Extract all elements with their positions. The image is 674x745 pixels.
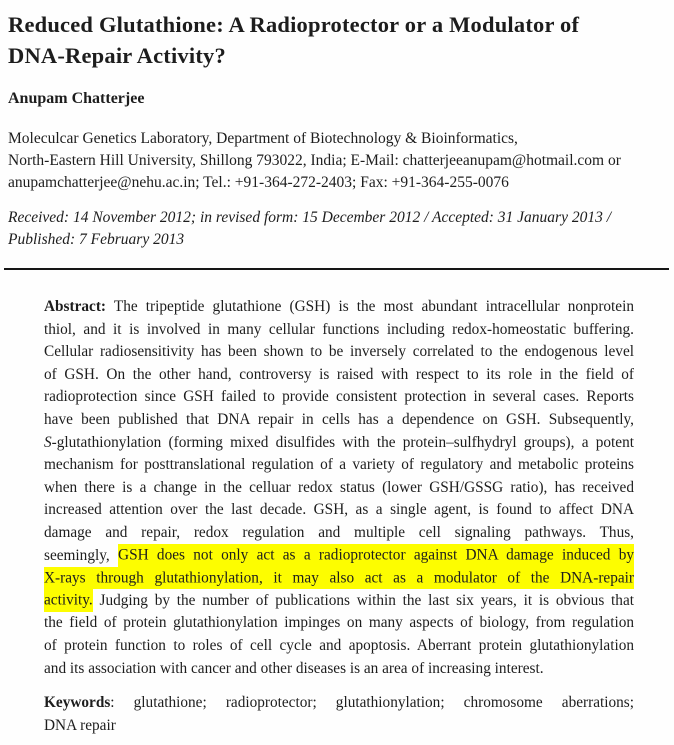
text-line — [44, 692, 634, 715]
text-line — [44, 432, 634, 455]
text-line — [44, 409, 634, 432]
text-line — [44, 635, 634, 658]
text-line: DNA-Repair Activity? — [8, 43, 226, 68]
text-line — [44, 499, 634, 522]
text-line — [44, 567, 634, 590]
text-line — [44, 319, 634, 342]
received-dates — [8, 207, 668, 252]
text-line: Published: 7 February 2013 — [8, 231, 185, 249]
text-segment: DNA repair — [44, 716, 116, 734]
separator-rule — [4, 268, 669, 270]
text-segment: the field of protein glutathionylation impinges on many aspects of biology, from regulation — [44, 614, 634, 632]
text-line — [44, 590, 634, 613]
text-segment: and its association with cancer and other diseases is an area of increasing interest. — [44, 659, 544, 677]
affiliation — [8, 128, 668, 193]
text-line — [44, 545, 634, 568]
text-line — [44, 612, 634, 635]
highlighted-text: GSH does not only act as a radioprotector against DNA damage induced by — [118, 544, 634, 567]
text-line: North-Eastern Hill University, Shillong 793022, India; E-Mail: chatterjeeanupam@hotmail.com or — [8, 151, 621, 169]
text-line — [44, 715, 634, 738]
text-line: Reduced Glutathione: A Radioprotector or a Modulator of — [8, 12, 580, 37]
text-segment: : glutathione; radioprotector; glutathionylation; chromosome aberrations; — [110, 694, 634, 711]
text-line — [44, 364, 634, 387]
abstract — [44, 296, 634, 680]
text-line — [44, 296, 634, 319]
text-line — [44, 341, 634, 364]
text-segment: -glutathionylation (forming mixed disulfides with the protein–sulfhydryl groups), a potent — [51, 433, 634, 451]
keywords — [44, 692, 634, 737]
text-line — [44, 386, 634, 409]
text-segment: of protein function to roles of cell cycle and apoptosis. Aberrant protein glutathionylation — [44, 636, 634, 654]
text-segment: Judging by the number of publications within the last six years, it is obvious that — [92, 591, 634, 609]
paper-title — [8, 9, 664, 71]
highlighted-text: activity. — [44, 589, 93, 612]
text-line — [44, 658, 634, 681]
text-segment: mechanism for posttranslational regulation of a variety of regulatory and metabolic proteins — [44, 456, 634, 474]
text-segment: thiol, and it is involved in many cellular functions including redox-homeostatic buffering. — [44, 320, 634, 338]
text-line — [44, 477, 634, 500]
italic-text: S — [44, 433, 52, 451]
text-segment: The tripeptide glutathione (GSH) is the most abundant intracellular nonprotein — [106, 298, 634, 315]
text-segment: of GSH. On the other hand, controversy is raised with respect to its role in the field of — [44, 365, 634, 383]
text-line — [44, 454, 634, 477]
bold-label: Abstract: — [44, 298, 107, 315]
bold-label: Keywords — [44, 694, 111, 711]
author-name: Anupam Chatterjee — [8, 90, 145, 107]
highlighted-text: X-rays through glutathionylation, it may also act as a modulator of the DNA-repair — [44, 567, 634, 590]
text-segment: radioprotection since GSH failed to provide consistent protection in several cases. Reports — [44, 388, 634, 406]
text-line — [44, 522, 634, 545]
text-segment: increased attention over the last decade. GSH, as a single agent, is found to affect DNA — [44, 501, 634, 519]
text-segment: when there is a change in the celluar redox status (lower GSH/GSSG ratio), has received — [44, 478, 634, 496]
text-line: anupamchatterjee@nehu.ac.in; Tel.: +91-364-272-2403; Fax: +91-364-255-0076 — [8, 173, 509, 191]
text-segment: seemingly, — [44, 546, 119, 564]
text-segment: have been published that DNA repair in cells has a dependence on GSH. Subsequently, — [44, 410, 634, 428]
text-line: Received: 14 November 2012; in revised form: 15 December 2012 / Accepted: 31 January 2013 / — [8, 209, 612, 226]
text-segment: Cellular radiosensitivity has been shown to be inversely correlated to the endogenous level — [44, 343, 634, 361]
text-line: Moleculcar Genetics Laboratory, Department of Biotechnology & Bioinformatics, — [8, 130, 518, 147]
text-segment: damage and repair, redox regulation and multiple cell signaling pathways. Thus, — [44, 523, 634, 541]
